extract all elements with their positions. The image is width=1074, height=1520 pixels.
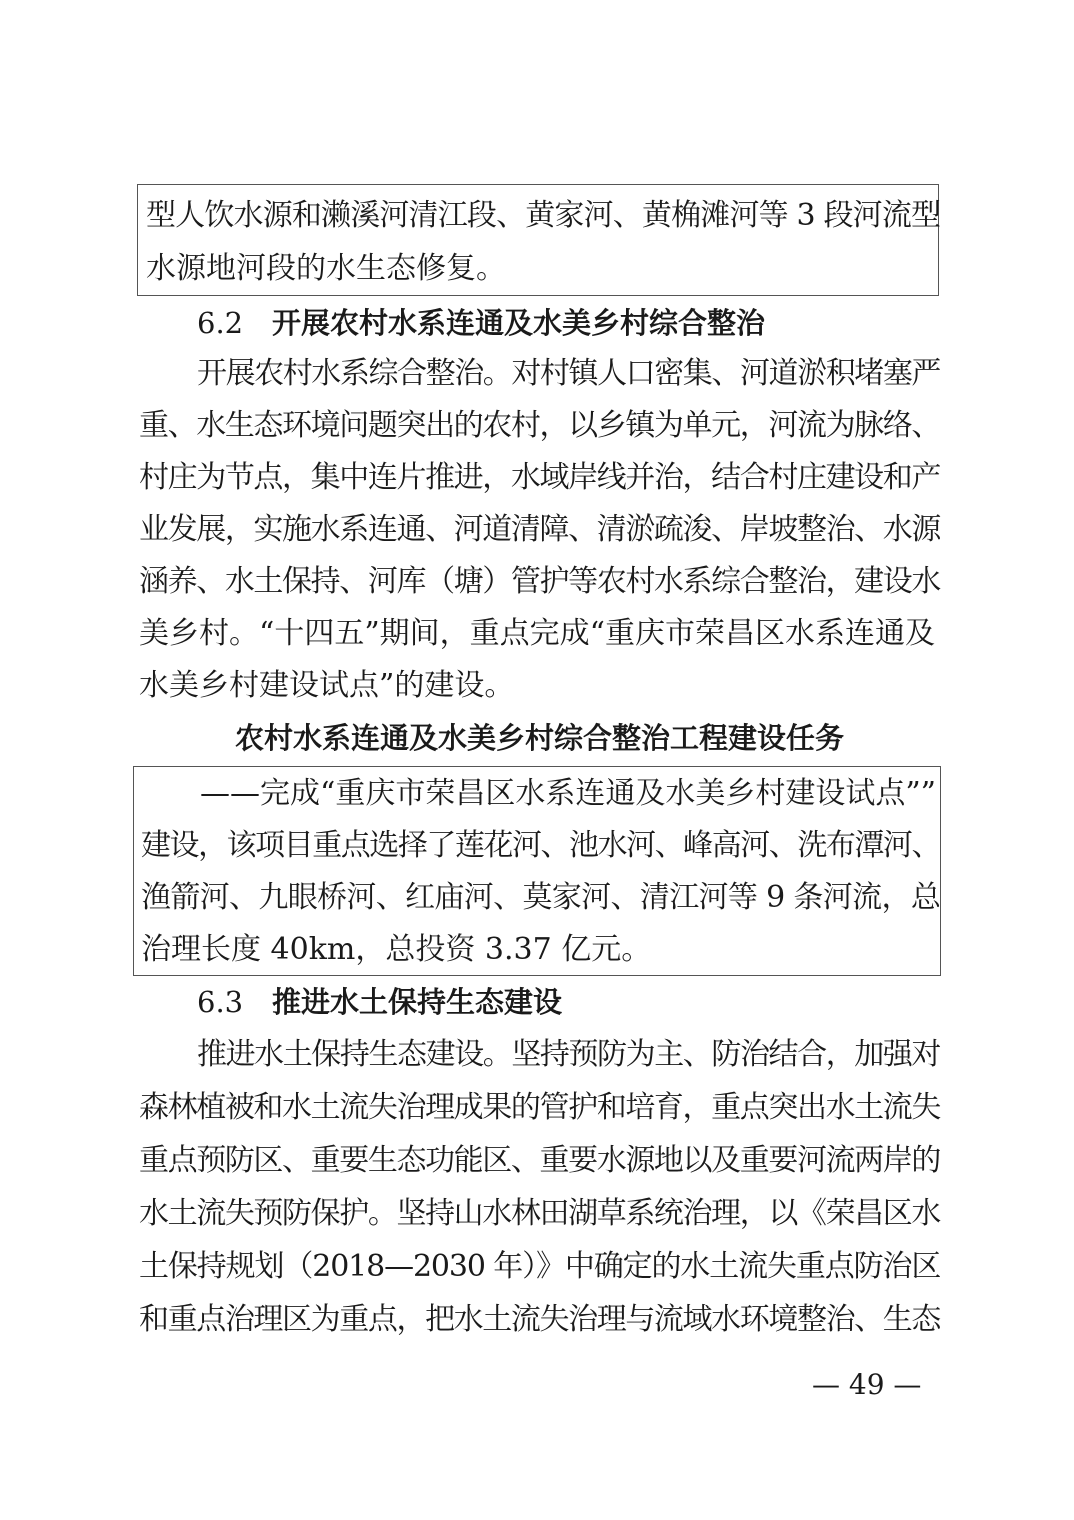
box1-line: 水源地河段的水生态修复。 (146, 251, 506, 286)
body-line: 业发展，实施水系连通、河道清障、清淤疏浚、岸坡整治、水源 (139, 512, 940, 547)
box1-line: 型人饮水源和濑溪河清江段、黄家河、黄桷滩河等 3 段河流型 (146, 198, 941, 233)
body-line: 推进水土保持生态建设。坚持预防为主、防治结合，加强对 (197, 1037, 940, 1072)
section-6-2-heading (197, 303, 765, 343)
section-6-3-heading (197, 982, 562, 1022)
body-line: 重、水生态环境问题突出的农村，以乡镇为单元，河流为脉络、 (139, 408, 940, 443)
page-number: — 49 — (812, 1368, 922, 1401)
body-line: 森林植被和水土流失治理成果的管护和培育，重点突出水土流失 (139, 1090, 940, 1125)
section-6-2-title: 开展农村水系连通及水美乡村综合整治 (272, 306, 766, 340)
section-6-2-number: 6.2 (197, 306, 244, 340)
section-6-3-number: 6.3 (197, 985, 244, 1019)
body-line: 水土流失预防保护。坚持山水林田湖草系统治理，以《荣昌区水 (139, 1196, 940, 1231)
body-line: 重点预防区、重要生态功能区、重要水源地以及重要河流两岸的 (139, 1143, 940, 1178)
box2-line: ——完成“重庆市荣昌区水系连通及水美乡村建设试点”” (200, 776, 937, 811)
body-line: 美乡村。“十四五”期间，重点完成“重庆市荣昌区水系连通及 (139, 616, 936, 651)
body-line: 村庄为节点，集中连片推进，水域岸线并治，结合村庄建设和产 (139, 460, 940, 495)
body-line: 水美乡村建设试点”的建设。 (139, 668, 515, 703)
section-6-3-title: 推进水土保持生态建设 (272, 985, 563, 1019)
body-line: 开展农村水系综合整治。对村镇人口密集、河道淤积堵塞严 (197, 356, 940, 391)
body-line: 涵养、水土保持、河库（塘）管护等农村水系综合整治，建设水 (139, 564, 940, 599)
box2-line: 建设，该项目重点选择了莲花河、池水河、峰高河、洗布潭河、 (141, 828, 940, 863)
body-line: 和重点治理区为重点，把水土流失治理与流域水环境整治、生态 (139, 1302, 940, 1337)
box2-line: 治理长度 40km，总投资 3.37 亿元。 (141, 932, 652, 967)
body-line: 土保持规划（2018—2030 年）》中确定的水土流失重点防治区 (139, 1249, 941, 1284)
project-box-title: 农村水系连通及水美乡村综合整治工程建设任务 (235, 721, 845, 755)
box2-line: 渔箭河、九眼桥河、红庙河、莫家河、清江河等 9 条河流，总 (141, 880, 941, 915)
